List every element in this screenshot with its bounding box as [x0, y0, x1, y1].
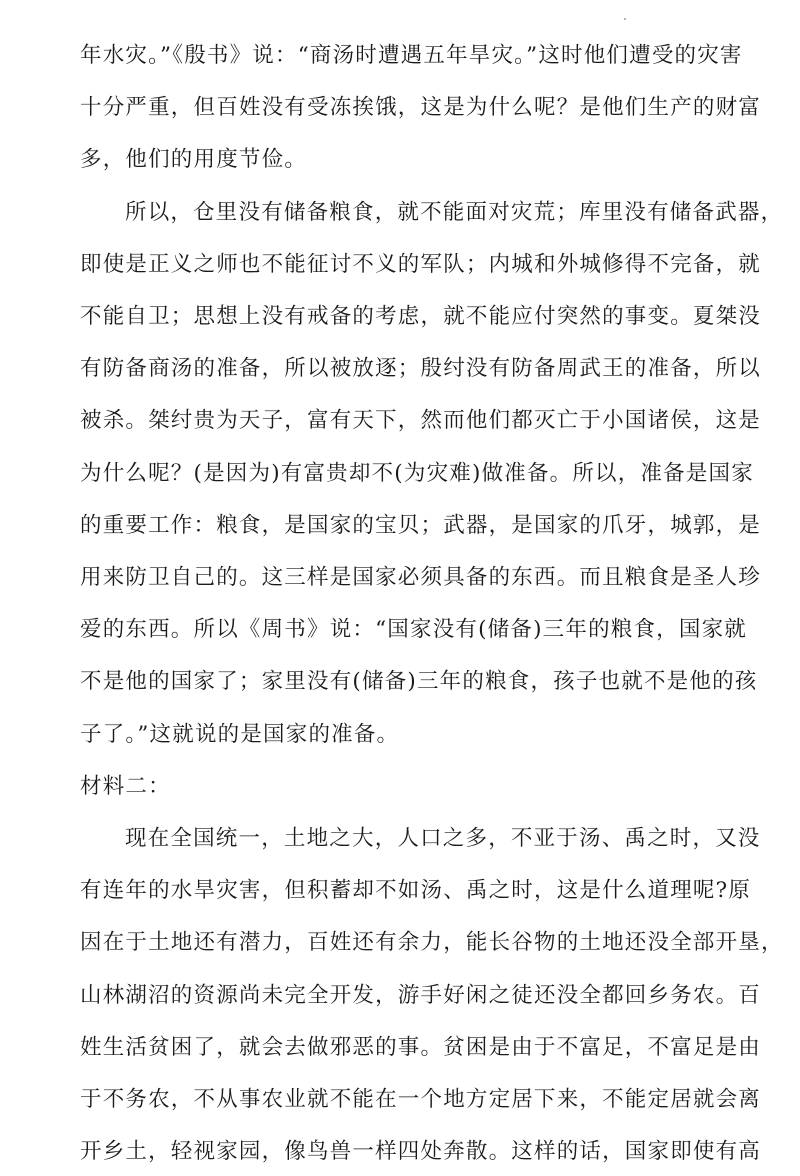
text-line: 为什么呢？(是因为)有富贵却不(为灾难)做准备。所以，准备是国家: [80, 460, 754, 486]
text-line: 被杀。桀纣贵为天子，富有天下，然而他们都灭亡于小国诸侯，这是: [80, 408, 762, 434]
text-line: 子了。”这就说的是国家的准备。: [80, 721, 400, 747]
text-line: 年水灾。”《殷书》说：“商汤时遭遇五年旱灾。”这时他们遭受的灾害: [80, 43, 743, 68]
text-line: 有防备商汤的准备，所以被放逐；殷纣没有防备周武王的准备，所以: [80, 356, 762, 382]
text-line: 有连年的水旱灾害，但积蓄却不如汤、禹之时，这是什么道理呢?原: [80, 878, 752, 904]
text-line: 山林湖沼的资源尚未完全开发，游手好闲之徒还没全都回乡务农。百: [80, 982, 762, 1008]
text-line: 开乡土，轻视家园，像鸟兽一样四处奔散。这样的话，国家即使有高: [80, 1139, 762, 1165]
text-line: 多，他们的用度节俭。: [80, 147, 308, 173]
scan-speck: [624, 18, 626, 20]
text-line: 姓生活贫困了，就会去做邪恶的事。贫困是由于不富足，不富足是由: [80, 1034, 762, 1060]
text-line: 的重要工作：粮食，是国家的宝贝；武器，是国家的爪牙，城郭，是: [80, 512, 762, 538]
text-line: 用来防卫自己的。这三样是国家必须具备的东西。而且粮食是圣人珍: [80, 565, 762, 590]
text-line: 于不务农，不从事农业就不能在一个地方定居下来，不能定居就会离: [80, 1087, 762, 1112]
section-heading: 材料二：: [80, 773, 171, 799]
text-line: 所以，仓里没有储备粮食，就不能面对灾荒；库里没有储备武器，: [125, 199, 784, 225]
text-line: 因在于土地还有潜力，百姓还有余力，能长谷物的土地还没全部开垦，: [80, 930, 784, 956]
text-line: 十分严重，但百姓没有受冻挨饿，这是为什么呢？是他们生产的财富: [80, 95, 762, 121]
text-line: 不是他的国家了；家里没有(储备)三年的粮食，孩子也就不是他的孩: [80, 669, 758, 695]
text-line: 即使是正义之师也不能征讨不义的军队；内城和外城修得不完备，就: [80, 251, 762, 277]
text-line: 爱的东西。所以《周书》说：“国家没有(储备)三年的粮食，国家就: [80, 617, 747, 643]
text-line: 不能自卫；思想上没有戒备的考虑，就不能应付突然的事变。夏桀没: [80, 304, 762, 329]
text-line: 现在全国统一，土地之大，人口之多，不亚于汤、禹之时，又没: [125, 826, 761, 851]
